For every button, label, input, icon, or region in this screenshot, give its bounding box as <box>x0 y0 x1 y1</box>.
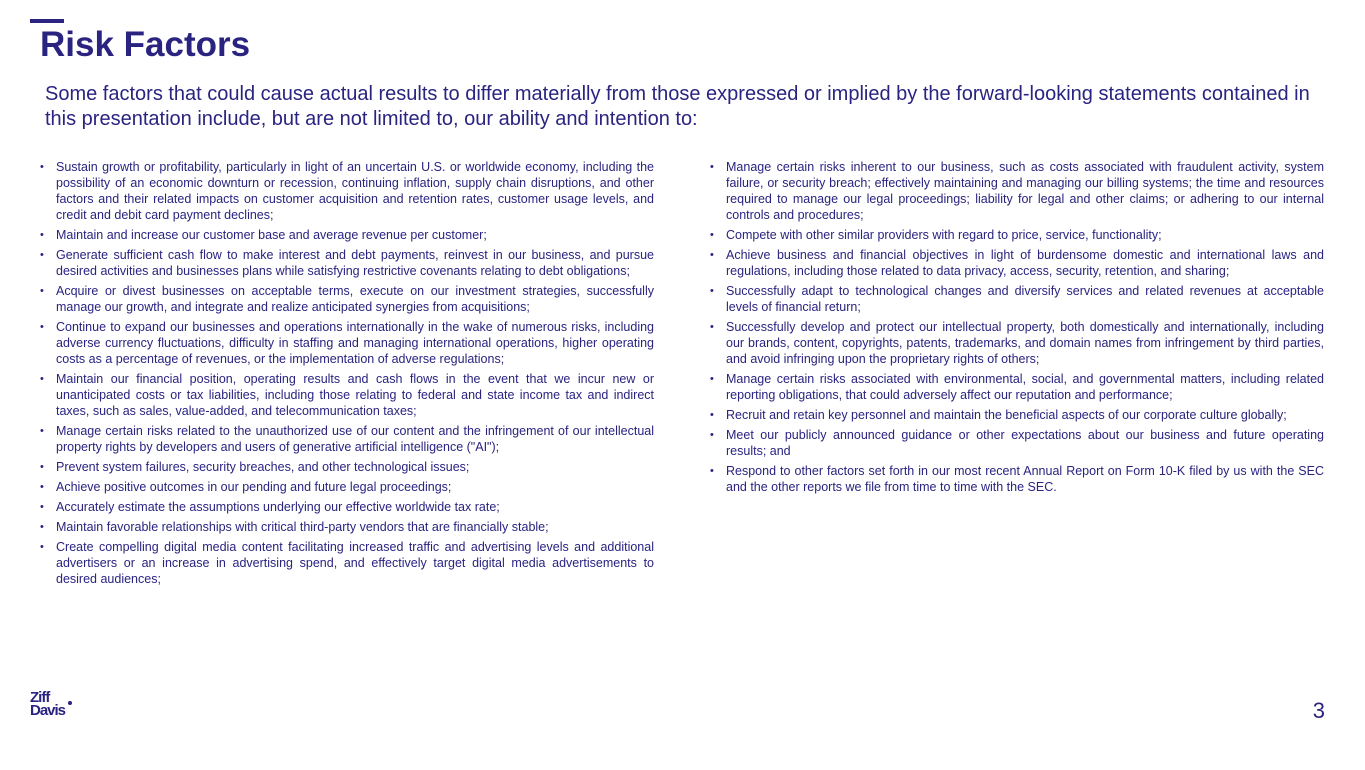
bullet-icon: • <box>40 373 44 385</box>
list-item <box>710 427 1324 459</box>
bullet-icon: • <box>40 461 44 473</box>
page-number: 3 <box>1312 698 1325 723</box>
bullet-icon: • <box>710 373 714 385</box>
bullet-icon: • <box>710 229 714 241</box>
list-item <box>40 459 654 475</box>
list-item <box>710 407 1324 423</box>
list-item <box>40 371 654 419</box>
list-item <box>40 247 654 279</box>
list-item <box>40 479 654 495</box>
list-item <box>40 519 654 535</box>
list-item-text: Recruit and retain key personnel and maintain the beneficial aspects of our corporate culture globally; <box>726 408 1287 422</box>
bullet-icon: • <box>40 541 44 553</box>
bullet-icon: • <box>40 161 44 173</box>
list-item <box>40 159 654 223</box>
bullet-icon: • <box>40 285 44 297</box>
list-item-text: Maintain favorable relationships with critical third-party vendors that are financially stable; <box>56 520 549 534</box>
list-item-text: Achieve business and financial objectives in light of burdensome domestic and international laws and regulations, including those related to data privacy, access, security, retention, and sharing; <box>726 248 1324 278</box>
list-item-text: Sustain growth or profitability, particularly in light of an uncertain U.S. or worldwide economy, including the possibility of an economic downturn or recession, continuing inflation, supply chain disruptions, and other factors and their related impacts on customer acquisition and retention rates, customer usage levels, and credit and debit card payment declines; <box>56 160 654 222</box>
list-item-text: Successfully develop and protect our intellectual property, both domestically and internationally, including our brands, content, copyrights, patents, trademarks, and domain names from infringement by third parties, and avoid infringing upon the proprietary rights of others; <box>726 320 1324 366</box>
page-title: Risk Factors <box>40 25 251 64</box>
list-item-text: Respond to other factors set forth in our most recent Annual Report on Form 10-K filed by us with the SEC and the other reports we file from time to time with the SEC. <box>726 464 1324 494</box>
list-item <box>710 247 1324 279</box>
list-item-text: Continue to expand our businesses and operations internationally in the wake of numerous risks, including adverse currency fluctuations, difficulty in staffing and managing international operations, higher operating costs as a percentage of revenues, or the implementation of adverse regulations; <box>56 320 654 366</box>
list-item <box>40 423 654 455</box>
list-item-text: Manage certain risks related to the unauthorized use of our content and the infringement of our intellectual property rights by developers and users of generative artificial intelligence ("AI"); <box>56 424 654 454</box>
bullet-icon: • <box>710 429 714 441</box>
list-item-text: Prevent system failures, security breaches, and other technological issues; <box>56 460 470 474</box>
title-accent-bar <box>30 19 64 23</box>
list-item-text: Manage certain risks associated with environmental, social, and governmental matters, including related reporting obligations, that could adversely affect our reputation and performance; <box>726 372 1324 402</box>
list-item <box>40 319 654 367</box>
bullet-icon: • <box>710 161 714 173</box>
bullet-icon: • <box>710 285 714 297</box>
list-item-text: Create compelling digital media content facilitating increased traffic and advertising levels and additional advertisers or an increase in advertising spend, and effectively target digital media advertisements to desired audiences; <box>56 540 654 586</box>
logo-dot-icon <box>68 701 72 705</box>
risk-list-right <box>710 159 1324 499</box>
list-item <box>710 463 1324 495</box>
list-item-text: Maintain our financial position, operating results and cash flows in the event that we incur new or unanticipated costs or tax liabilities, including those relating to federal and state income tax and indirect taxes, such as sales, value-added, and telecommunication taxes; <box>56 372 654 418</box>
list-item <box>40 283 654 315</box>
list-item <box>40 227 654 243</box>
list-item <box>710 371 1324 403</box>
list-item <box>40 539 654 587</box>
bullet-icon: • <box>40 321 44 333</box>
bullet-icon: • <box>40 425 44 437</box>
bullet-icon: • <box>40 249 44 261</box>
list-item-text: Acquire or divest businesses on acceptable terms, execute on our investment strategies, successfully manage our growth, and integrate and realize anticipated synergies from acquisitions; <box>56 284 654 314</box>
bullet-icon: • <box>40 521 44 533</box>
bullet-icon: • <box>710 249 714 261</box>
list-item-text: Compete with other similar providers with regard to price, service, functionality; <box>726 228 1162 242</box>
list-item <box>40 499 654 515</box>
bullet-icon: • <box>40 229 44 241</box>
logo-line-1: Ziff <box>30 689 50 706</box>
list-item-text: Meet our publicly announced guidance or other expectations about our business and future operating results; and <box>726 428 1324 458</box>
bullet-icon: • <box>710 321 714 333</box>
list-item-text: Manage certain risks inherent to our business, such as costs associated with fraudulent activity, system failure, or security breach; effectively maintaining and managing our billing systems; the time and resources required to manage our legal proceedings; liability for legal and other claims; or adhering to our internal controls and procedures; <box>726 160 1324 222</box>
logo-line-2: Davis <box>30 702 66 719</box>
list-item <box>710 227 1324 243</box>
list-item <box>710 319 1324 367</box>
list-item-text: Generate sufficient cash flow to make interest and debt payments, reinvest in our business, and pursue desired activities and businesses plans while satisfying restrictive covenants relating to debt obligations; <box>56 248 654 278</box>
list-item-text: Achieve positive outcomes in our pending and future legal proceedings; <box>56 480 452 494</box>
bullet-icon: • <box>40 481 44 493</box>
page-subtitle: Some factors that could cause actual results to differ materially from those expressed or implied by the forward-looking statements contained in this presentation include, but are not limited to, our ability and intention to: <box>45 83 1310 130</box>
list-item-text: Accurately estimate the assumptions underlying our effective worldwide tax rate; <box>56 500 500 514</box>
list-item-text: Maintain and increase our customer base and average revenue per customer; <box>56 228 487 242</box>
ziff-davis-logo <box>30 691 76 719</box>
list-item <box>710 283 1324 315</box>
risk-list-left <box>40 159 654 591</box>
list-item-text: Successfully adapt to technological changes and diversify services and related revenues at acceptable levels of financial return; <box>726 284 1324 314</box>
bullet-icon: • <box>710 409 714 421</box>
list-item <box>710 159 1324 223</box>
bullet-icon: • <box>710 465 714 477</box>
bullet-icon: • <box>40 501 44 513</box>
